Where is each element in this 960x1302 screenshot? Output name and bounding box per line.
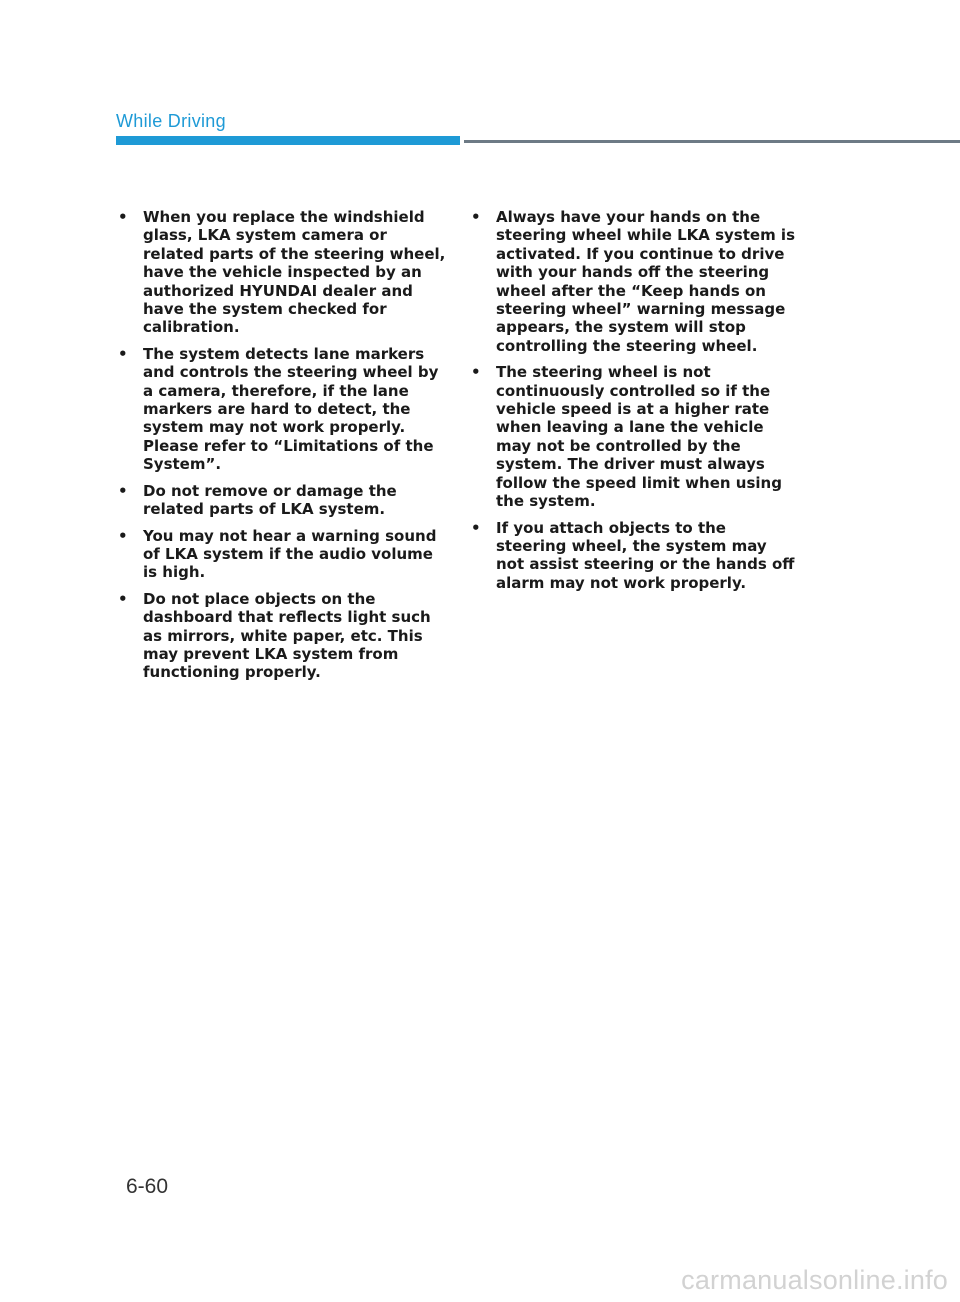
bullet-text: The system detects lane markers and controls the steering wheel by a camera, therefore, if the lane markers are hard to detect, the system may not work properly. Please refer to “Limitations of the System”. <box>143 344 439 474</box>
header-divider-line <box>464 140 960 143</box>
bullet-item-speed-limit <box>469 363 799 510</box>
bullet-text: Do not place objects on the dashboard that reflects light such as mirrors, white paper, etc. This may prevent LKA system from functioning properly. <box>143 589 431 682</box>
bullet-icon: • <box>118 481 128 500</box>
watermark: carmanualsonline.info <box>681 1265 948 1295</box>
bullet-icon: • <box>118 526 128 545</box>
bullet-icon: • <box>118 344 128 363</box>
bullet-item-windshield-calibration <box>116 208 452 337</box>
bullet-text: When you replace the windshield glass, LKA system camera or related parts of the steering wheel, have the vehicle inspected by an authorized HYUNDAI dealer and have the system checked for calibration. <box>143 208 446 337</box>
bullet-text: If you attach objects to the steering wheel, the system may not assist steering or the hands off alarm may not work properly. <box>496 518 795 592</box>
left-column-bullet-list <box>116 208 452 690</box>
bullet-icon: • <box>471 363 481 382</box>
bullet-item-hands-on-wheel <box>469 208 799 355</box>
page-number: 6-60 <box>126 1175 169 1198</box>
bullet-item-lane-detection <box>116 345 452 474</box>
bullet-item-warning-sound <box>116 527 452 582</box>
right-column-bullet-list <box>469 208 799 600</box>
bullet-text: Do not remove or damage the related parts of LKA system. <box>143 481 397 519</box>
bullet-icon: • <box>118 208 128 226</box>
bullet-text: The steering wheel is not continuously controlled so if the vehicle speed is at a higher rate when leaving a lane the vehicle may not be controlled by the system. The driver must always follow the speed limit when using the system. <box>496 363 782 511</box>
bullet-item-do-not-remove <box>116 482 452 519</box>
bullet-icon: • <box>118 589 128 608</box>
bullet-icon: • <box>471 518 481 537</box>
section-title: While Driving <box>116 111 226 131</box>
bullet-text: You may not hear a warning sound of LKA system if the audio volume is high. <box>143 526 437 582</box>
bullet-icon: • <box>471 208 481 226</box>
bullet-item-dashboard-objects <box>116 590 452 682</box>
bullet-text: Always have your hands on the steering wheel while LKA system is activated. If you continue to drive with your hands off the steering wheel after the “Keep hands on steering wheel” warning message appears, the system will stop controlling the steering wheel. <box>496 208 795 355</box>
header-accent-bar <box>116 136 460 145</box>
bullet-item-attached-objects <box>469 519 799 593</box>
